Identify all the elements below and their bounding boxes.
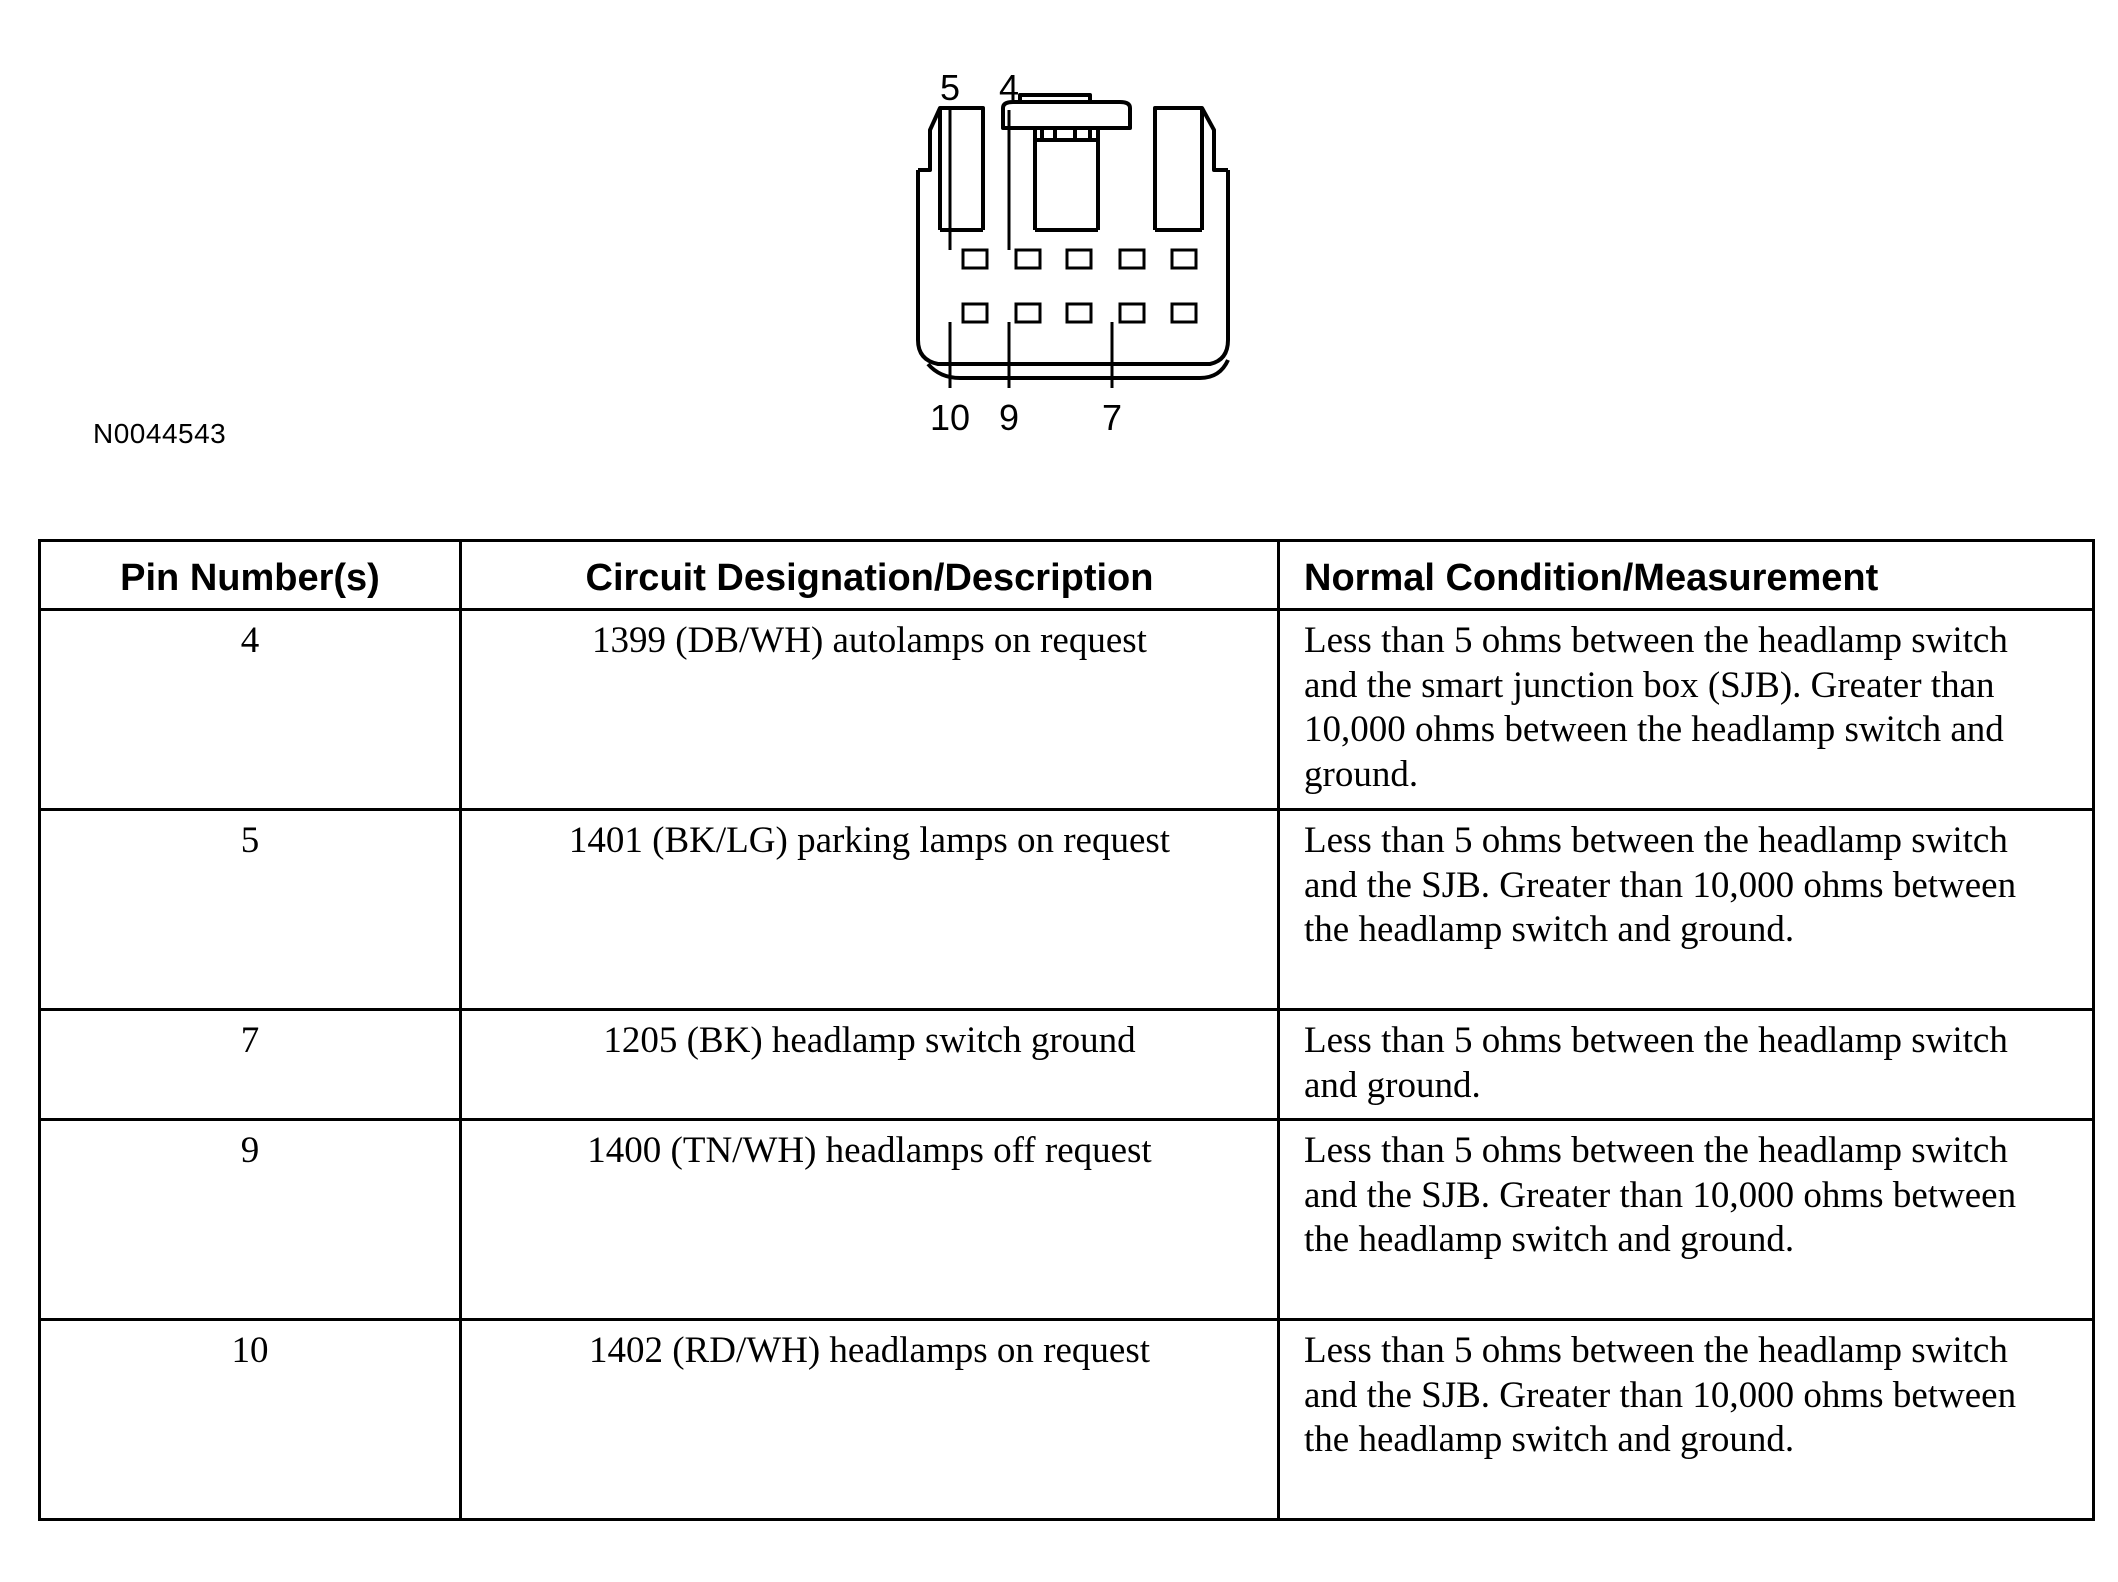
pin-cavity-2 — [1120, 250, 1144, 268]
pin-cell: 10 — [40, 1320, 461, 1520]
circuit-cell: 1399 (DB/WH) autolamps on request — [461, 610, 1279, 810]
measurement-cell: Less than 5 ohms between the headlamp switch and the SJB. Greater than 10,000 ohms between the headlamp switch and ground. — [1279, 1320, 2094, 1520]
connector-diagram — [880, 60, 1260, 460]
table-row — [40, 1010, 2094, 1120]
header-pin-number: Pin Number(s) — [40, 541, 461, 610]
pin-cell: 4 — [40, 610, 461, 810]
circuit-cell: 1401 (BK/LG) parking lamps on request — [461, 810, 1279, 1010]
circuit-cell: 1402 (RD/WH) headlamps on request — [461, 1320, 1279, 1520]
figure-id: N0044543 — [93, 418, 227, 449]
table-header-row — [40, 541, 2094, 610]
table-row — [40, 610, 2094, 810]
pin-cavity-3 — [1067, 250, 1091, 268]
pin-label-9: 9 — [998, 397, 1020, 438]
pin-label-5: 5 — [939, 67, 961, 108]
table-row — [40, 810, 2094, 1010]
measurement-cell: Less than 5 ohms between the headlamp switch and the smart junction box (SJB). Greater than 10,000 ohms between the headlamp switch and ground. — [1279, 610, 2094, 810]
pin-cavity-6 — [1172, 304, 1196, 322]
pin-cell: 7 — [40, 1010, 461, 1120]
pin-label-7: 7 — [1101, 397, 1123, 438]
measurement-cell: Less than 5 ohms between the headlamp switch and the SJB. Greater than 10,000 ohms between the headlamp switch and ground. — [1279, 810, 2094, 1010]
pin-cavity-4 — [1016, 250, 1040, 268]
pin-cell: 9 — [40, 1120, 461, 1320]
pin-cavity-5 — [963, 250, 987, 268]
header-normal-condition: Normal Condition/Measurement — [1279, 541, 2094, 610]
pin-cavity-8 — [1067, 304, 1091, 322]
pin-label-10: 10 — [929, 397, 971, 438]
connector-right-tower — [1155, 108, 1228, 230]
circuit-cell: 1400 (TN/WH) headlamps off request — [461, 1120, 1279, 1320]
measurement-cell: Less than 5 ohms between the headlamp switch and ground. — [1279, 1010, 2094, 1120]
pinout-table — [38, 539, 2095, 1521]
pin-cell: 5 — [40, 810, 461, 1010]
pin-cavity-10 — [963, 304, 987, 322]
pin-label-4: 4 — [998, 67, 1020, 108]
table-row — [40, 1320, 2094, 1520]
pin-cavity-7 — [1120, 304, 1144, 322]
circuit-cell: 1205 (BK) headlamp switch ground — [461, 1010, 1279, 1120]
table-row — [40, 1120, 2094, 1320]
pin-cavity-1 — [1172, 250, 1196, 268]
header-circuit: Circuit Designation/Description — [461, 541, 1279, 610]
pin-cavity-9 — [1016, 304, 1040, 322]
connector-latch — [1003, 102, 1130, 128]
measurement-cell: Less than 5 ohms between the headlamp switch and the SJB. Greater than 10,000 ohms between the headlamp switch and ground. — [1279, 1120, 2094, 1320]
